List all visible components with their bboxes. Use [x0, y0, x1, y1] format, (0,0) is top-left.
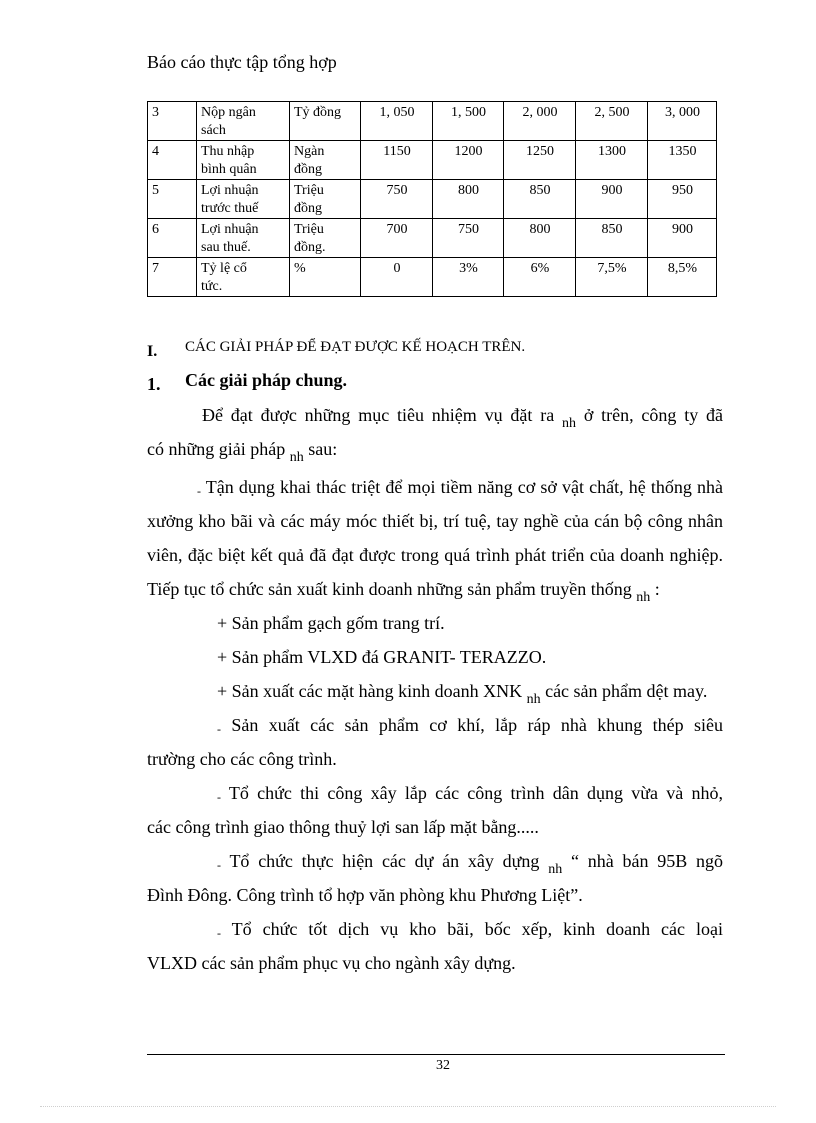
table-row — [148, 141, 717, 180]
bullet-item: + Sản phẩm VLXD đá GRANIT- TERAZZO. — [217, 647, 547, 667]
page-header: Báo cáo thực tập tổng hợp — [147, 52, 337, 72]
indicator-cell: Lợi nhuận sau thuế. — [197, 219, 290, 258]
statistics-table — [147, 101, 717, 297]
value-cell: 850 — [576, 219, 648, 258]
text-line: Đình Đông. Công trình tổ hợp văn phòng khu Phương Liệt”. — [147, 885, 583, 905]
indicator-cell: Tỷ lệ cổ tức. — [197, 258, 290, 297]
text-line: các công trình giao thông thuỷ lợi san lấp mặt bằng..... — [147, 817, 539, 837]
value-cell: 3, 000 — [648, 102, 717, 141]
row-number-cell: 6 — [148, 219, 197, 258]
value-cell: 2, 500 — [576, 102, 648, 141]
value-cell: 950 — [648, 180, 717, 219]
page-number: 32 — [436, 1058, 450, 1073]
value-cell: 3% — [433, 258, 504, 297]
text-line: - Tận dụng khai thác triệt để mọi tiềm năng cơ sở vật chất, hệ thống nhà — [197, 477, 723, 498]
row-number-cell: 7 — [148, 258, 197, 297]
row-number-cell: 3 — [148, 102, 197, 141]
text-line: xưởng kho bãi và các máy móc thiết bị, trí tuệ, tay nghề của cán bộ công nhân — [147, 511, 723, 531]
value-cell: 0 — [361, 258, 433, 297]
value-cell: 1150 — [361, 141, 433, 180]
text-line: Để đạt được những mục tiêu nhiệm vụ đặt ra $_{nh}$ ở trên, công ty đã — [202, 405, 724, 431]
unit-cell: Ngàn đồng — [290, 141, 361, 180]
table-row — [148, 219, 717, 258]
value-cell: 800 — [433, 180, 504, 219]
table-row — [148, 180, 717, 219]
value-cell: 6% — [504, 258, 576, 297]
section-number: I. — [147, 343, 158, 360]
unit-cell: % — [290, 258, 361, 297]
unit-cell: Tỷ đồng — [290, 102, 361, 141]
value-cell: 2, 000 — [504, 102, 576, 141]
section-heading-2 — [147, 370, 707, 394]
value-cell: 8,5% — [648, 258, 717, 297]
text-line: - Tổ chức thực hiện các dự án xây dựng $_{nh}$ “ nhà bán 95B ngõ — [217, 851, 723, 877]
value-cell: 850 — [504, 180, 576, 219]
subsection-title: Các giải pháp chung. — [185, 370, 348, 390]
bullet-item: + Sản phẩm gạch gốm trang trí. — [217, 613, 445, 633]
text-line: trường cho các công trình. — [147, 749, 337, 769]
text-line: - Tổ chức tốt dịch vụ kho bãi, bốc xếp, kinh doanh các loại — [217, 919, 723, 940]
value-cell: 750 — [433, 219, 504, 258]
value-cell: 7,5% — [576, 258, 648, 297]
text-line: - Tổ chức thi công xây lắp các công trình dân dụng vừa và nhỏ, — [217, 783, 723, 804]
text-line: Tiếp tục tổ chức sản xuất kinh doanh những sản phẩm truyền thống $_{nh}$ : — [147, 579, 660, 605]
page-bottom-border — [40, 1106, 776, 1107]
bullet-item: + Sản xuất các mặt hàng kinh doanh XNK $_{nh}$ các sản phẩm dệt may. — [217, 681, 708, 707]
section-title: CÁC GIẢI PHÁP ĐỂ ĐẠT ĐƯỢC KẾ HOẠCH TRÊN. — [185, 339, 526, 355]
value-cell: 1300 — [576, 141, 648, 180]
text-line: VLXD các sản phẩm phục vụ cho ngành xây dựng. — [147, 953, 516, 973]
value-cell: 1, 500 — [433, 102, 504, 141]
subsection-number: 1. — [147, 374, 161, 394]
value-cell: 750 — [361, 180, 433, 219]
unit-cell: Triệu đồng. — [290, 219, 361, 258]
value-cell: 1, 050 — [361, 102, 433, 141]
value-cell: 700 — [361, 219, 433, 258]
text-line: - Sản xuất các sản phẩm cơ khí, lắp ráp nhà khung thép siêu — [217, 715, 724, 736]
unit-cell: Triệu đồng — [290, 180, 361, 219]
indicator-cell: Lợi nhuận trước thuế — [197, 180, 290, 219]
body-text — [147, 398, 723, 980]
row-number-cell: 4 — [148, 141, 197, 180]
value-cell: 1250 — [504, 141, 576, 180]
value-cell: 800 — [504, 219, 576, 258]
value-cell: 900 — [576, 180, 648, 219]
indicator-cell: Nộp ngân sách — [197, 102, 290, 141]
text-line: viên, đặc biệt kết quả đã đạt được trong quá trình phát triển của doanh nghiệp. — [147, 545, 723, 565]
value-cell: 1200 — [433, 141, 504, 180]
table-row — [148, 258, 717, 297]
table-row — [148, 102, 717, 141]
row-number-cell: 5 — [148, 180, 197, 219]
value-cell: 1350 — [648, 141, 717, 180]
indicator-cell: Thu nhập bình quân — [197, 141, 290, 180]
text-line: có những giải pháp $_{nh}$ sau: — [147, 439, 338, 465]
section-heading-1 — [147, 339, 707, 363]
footer-rule — [147, 1054, 725, 1055]
value-cell: 900 — [648, 219, 717, 258]
